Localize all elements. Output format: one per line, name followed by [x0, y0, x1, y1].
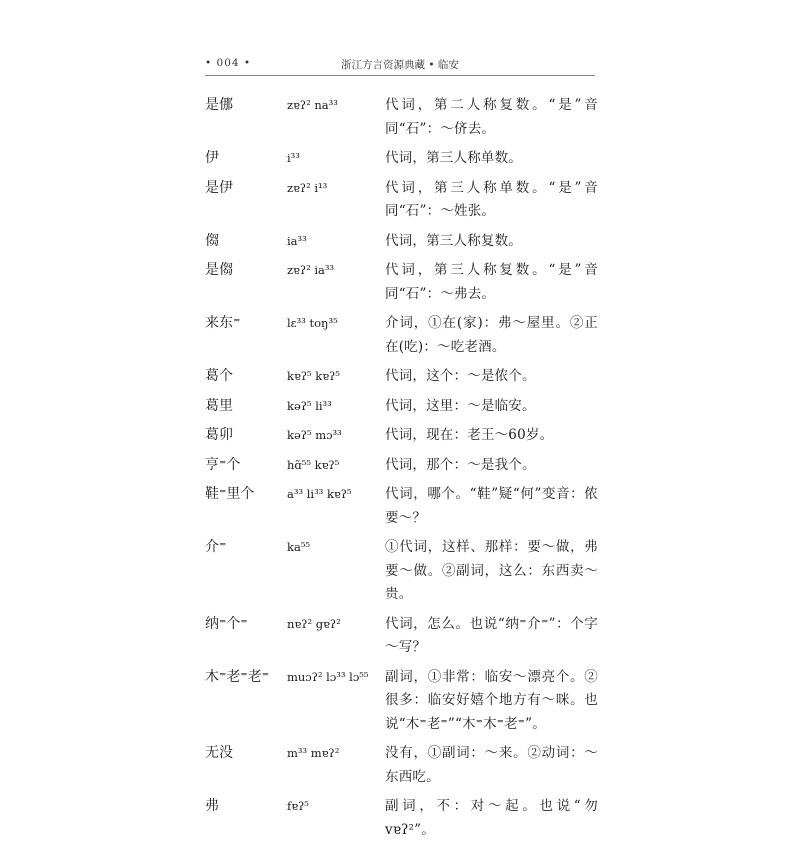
entry-word: 葛里: [205, 397, 233, 414]
glossary-entry: [205, 395, 600, 419]
entry-gloss: 代词，第三人称单数。“是”音同“石”：～姓张。: [385, 179, 598, 219]
entry-gloss: 代词，现在：老王～60岁。: [385, 427, 554, 443]
entry-word: 木⁼老⁼老⁼: [205, 668, 270, 685]
entry-gloss: 代词，哪个。“鞋”疑“何”变音：侬要～？: [385, 486, 598, 526]
entry-word: 是㑳: [205, 262, 233, 278]
entry-ipa: a³³ li³³ kɐʔ⁵: [287, 487, 352, 501]
glossary-entry: [205, 536, 600, 607]
entry-gloss: 副词，①非常：临安～漂亮个。②很多：临安好嬉个地方有～咪。也说“木⁼老⁼”“木⁼木⁼老⁼”。: [385, 668, 598, 732]
entry-word: 㑳: [205, 232, 219, 249]
entry-gloss: 代词，这里：～是临安。: [385, 397, 536, 414]
entry-gloss: 代词，怎么。也说“纳⁼介⁼”：个字～写？: [385, 615, 598, 655]
glossary-entry: [205, 795, 600, 842]
entry-ipa: ka⁵⁵: [287, 540, 311, 554]
page-header: [205, 55, 595, 75]
running-title: 浙江方言资源典藏 • 临安: [341, 59, 459, 71]
entry-ipa: m³³ mɐʔ²: [287, 746, 340, 760]
glossary-entry: [205, 742, 600, 789]
glossary-entry: [205, 365, 600, 389]
entry-ipa: kəʔ⁵ mɔ³³: [287, 428, 342, 442]
entry-word: 鞋⁼里个: [205, 486, 255, 502]
glossary-entry: [205, 230, 600, 254]
entry-word: 介⁼: [205, 539, 227, 555]
entry-gloss: 代词，这个：～是侬个。: [385, 368, 536, 384]
entry-word: 是㑚: [205, 97, 233, 113]
entry-word: 弗: [205, 798, 219, 814]
entry-gloss: ①代词，这样、那样：要～做，弗要～做。②副词，这么：东西卖～贵。: [385, 539, 598, 602]
header-rule: [205, 75, 595, 76]
entry-ipa: lɛ³³ toŋ³⁵: [287, 316, 338, 330]
entry-ipa: fɐʔ⁵: [287, 799, 309, 813]
entry-word: 是伊: [205, 179, 233, 196]
entry-ipa: ia³³: [287, 233, 307, 248]
entry-gloss: 代词，第二人称复数。“是”音同“石”：～侪去。: [385, 97, 598, 137]
page-number: • 004 •: [205, 57, 252, 69]
glossary-entry: [205, 312, 600, 359]
entry-word: 亨⁼个: [205, 456, 241, 473]
entry-word: 伊: [205, 150, 219, 166]
entry-gloss: 副词，不：对～起。也说“勿 vɐʔ²”。: [385, 798, 598, 838]
entry-ipa: kəʔ⁵ li³³: [287, 398, 332, 413]
entry-ipa: kɐʔ⁵ kɐʔ⁵: [287, 369, 340, 383]
entry-word: 葛个: [205, 368, 233, 384]
glossary-entry: [205, 613, 600, 660]
entry-word: 纳⁼个⁼: [205, 615, 248, 632]
entry-gloss: 代词，第三人称单数。: [385, 150, 522, 166]
glossary-entry: [205, 454, 600, 478]
entry-gloss: 代词，第三人称复数。: [385, 232, 522, 249]
entry-ipa: hɑ̃⁵⁵ kɐʔ⁵: [287, 457, 340, 472]
glossary-entry: [205, 177, 600, 224]
entry-ipa: nɐʔ² gɐʔ²: [287, 616, 341, 631]
entry-ipa: zɐʔ² na³³: [287, 98, 338, 112]
glossary-entry: [205, 666, 600, 737]
glossary-list: [205, 94, 600, 848]
entry-word: 无没: [205, 745, 233, 761]
entry-ipa: i³³: [287, 151, 300, 165]
entry-word: 来东⁼: [205, 315, 241, 331]
entry-gloss: 代词，那个：～是我个。: [385, 456, 536, 473]
glossary-entry: [205, 147, 600, 171]
glossary-entry: [205, 94, 600, 141]
entry-gloss: 介词，①在(家)：弗～屋里。②正在(吃)：～吃老酒。: [385, 315, 598, 355]
glossary-entry: [205, 483, 600, 530]
entry-ipa: muɔʔ² lɔ³³ lɔ⁵⁵: [287, 669, 369, 684]
entry-word: 葛卯: [205, 427, 233, 443]
entry-ipa: zɐʔ² i¹³: [287, 180, 328, 195]
glossary-entry: [205, 424, 600, 448]
entry-ipa: zɐʔ² ia³³: [287, 263, 335, 277]
entry-gloss: 没有，①副词：～来。②动词：～东西吃。: [385, 745, 598, 785]
entry-gloss: 代词，第三人称复数。“是”音同“石”：～弗去。: [385, 262, 598, 302]
glossary-entry: [205, 259, 600, 306]
